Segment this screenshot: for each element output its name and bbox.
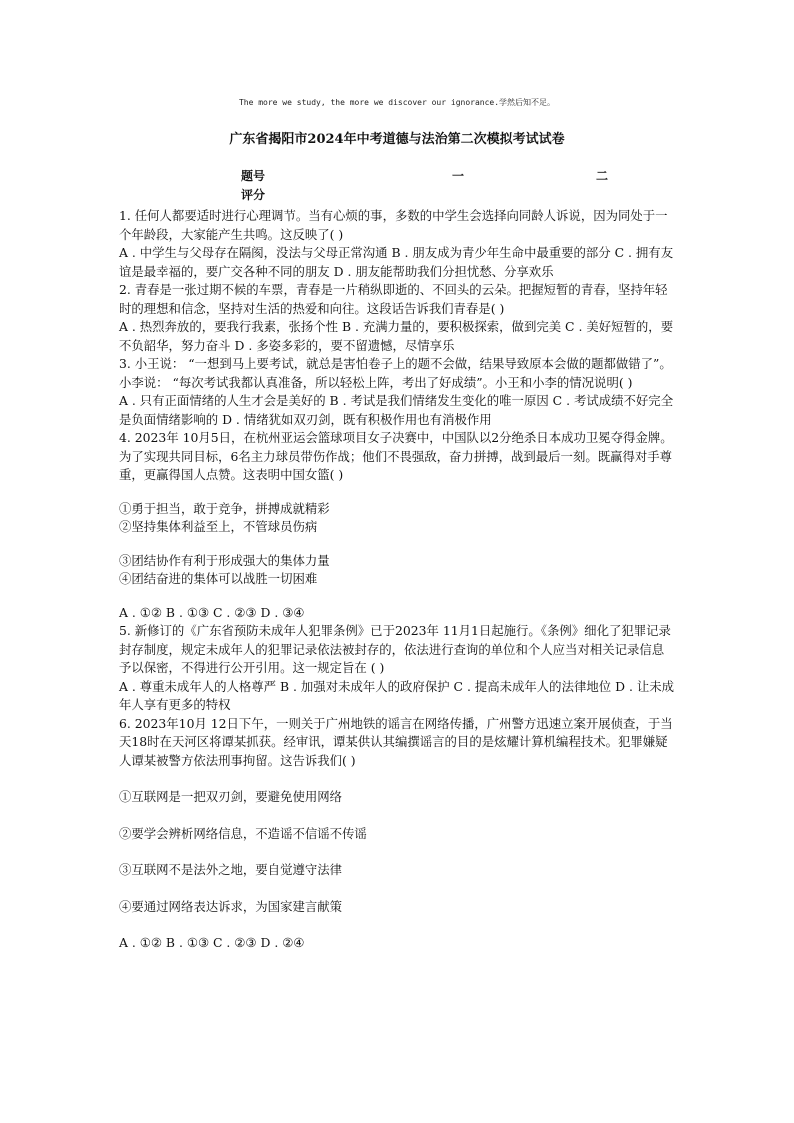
question-4-item-2: ②坚持集体利益至上，不管球员伤病 [119,519,318,534]
question-6-options: A . ①② B . ①③ C . ②③ D . ②④ [119,935,305,950]
question-6-item-3: ③互联网不是法外之地，要自觉遵守法律 [119,862,343,877]
question-6-item-2: ②要学会辨析网络信息，不造谣不信谣不传谣 [119,825,367,841]
question-5-options: A . 尊重未成年人的人格尊严 B . 加强对未成年人的政府保护 C . 提高未成年人的法律地位 D . 让未成年人享有更多的特权 [119,678,675,712]
question-4-item-4: ④团结奋进的集体可以战胜一切困难 [119,571,318,586]
score-table-col-1: 一 [452,169,465,183]
question-6-stem: 6. 2023年10月 12日下午，一则关于广州地铁的谣言在网络传播，广州警方迅速立案开展侦查，于当天18时在天河区将谭某抓获。经审讯，谭某供认其编撰谣言的目的是炫耀计算机编程技术。犯罪嫌疑人谭某被警方依法刑事拘留。这告诉我们( ) [119,715,673,768]
score-table-score-label: 评分 [241,188,266,202]
score-table-question-label: 题号 [241,169,266,183]
question-2-options: A . 热烈奔放的，要我行我素，张扬个性 B . 充满力量的，要积极探索，做到完美 C . 美好短暂的，要不负韶华，努力奋斗 D . 多姿多彩的，要不留遗憾，尽情享乐 [119,319,674,353]
question-4-item-1: ①勇于担当，敢于竞争，拼搏成就精彩 [119,500,330,516]
question-4-options: A . ①② B . ①③ C . ②③ D . ③④ [119,604,305,620]
question-list [119,207,675,953]
question-3-options: A . 只有正面情绪的人生才会是美好的 B . 考试是我们情绪发生变化的唯一原因 C . 考试成绩不好完全是负面情绪影响的 D . 情绪犹如双刃剑，既有积极作用也有消极作用 [119,393,674,427]
page-title: 广东省揭阳市2024年中考道德与法治第二次模拟考试试卷 [229,132,565,147]
question-1-options: A . 中学生与父母存在隔阂，没法与父母正常沟通 B . 朋友成为青少年生命中最重要的部分 C . 拥有友谊是最幸福的，要广交各种不同的朋友 D . 朋友能帮助我们分担忧愁、分享欢乐 [119,245,674,279]
question-6-item-4: ④要通过网络表达诉求，为国家建言献策 [119,898,343,914]
question-2-stem: 2. 青春是一张过期不候的车票，青春是一片稍纵即逝的、不回头的云朵。把握短暂的青春，坚持年轻时的理想和信念，坚持对生活的热爱和向往。这段话告诉我们青春是( ) [119,282,668,316]
question-4-item-3: ③团结协作有利于形成强大的集体力量 [119,552,330,568]
score-table-col-2: 二 [596,169,609,183]
question-1-stem: 1. 任何人都要适时进行心理调节。当有心烦的事，多数的中学生会选择向同龄人诉说，因为同处于一个年龄段，大家能产生共鸣。这反映了( ) [119,208,668,242]
question-5-stem: 5. 新修订的《广东省预防未成年人犯罪条例》已于2023年 11月1日起施行。《条例》细化了犯罪记录封存制度，规定未成年人的犯罪记录依法被封存的，依法进行查询的单位和个人应当对相关记录信息予以保密，不得进行公开引用。这一规定旨在 ( ) [119,623,671,675]
question-3-stem: 3. 小王说： “一想到马上要考试，就总是害怕卷子上的题不会做，结果导致原本会做的题都做错了”。小李说： “每次考试我都认真准备，所以轻松上阵，考出了好成绩”。小王和小李的情况说明( ) [119,356,672,390]
header-motto: The more we study, the more we discover our ignorance.学然后知不足。 [238,98,556,107]
question-6-item-1: ①互联网是一把双刃剑，要避免使用网络 [119,789,343,804]
question-4-stem: 4. 2023年 10月5日，在杭州亚运会篮球项目女子决赛中，中国队以2分绝杀日本成功卫冕夺得金牌。为了实现共同目标，6名主力球员带伤作战；他们不畏强敌，奋力拼搏，战到最后一刻。既赢得对手尊重，更赢得国人点赞。这表明中国女篮( ) [119,430,673,482]
